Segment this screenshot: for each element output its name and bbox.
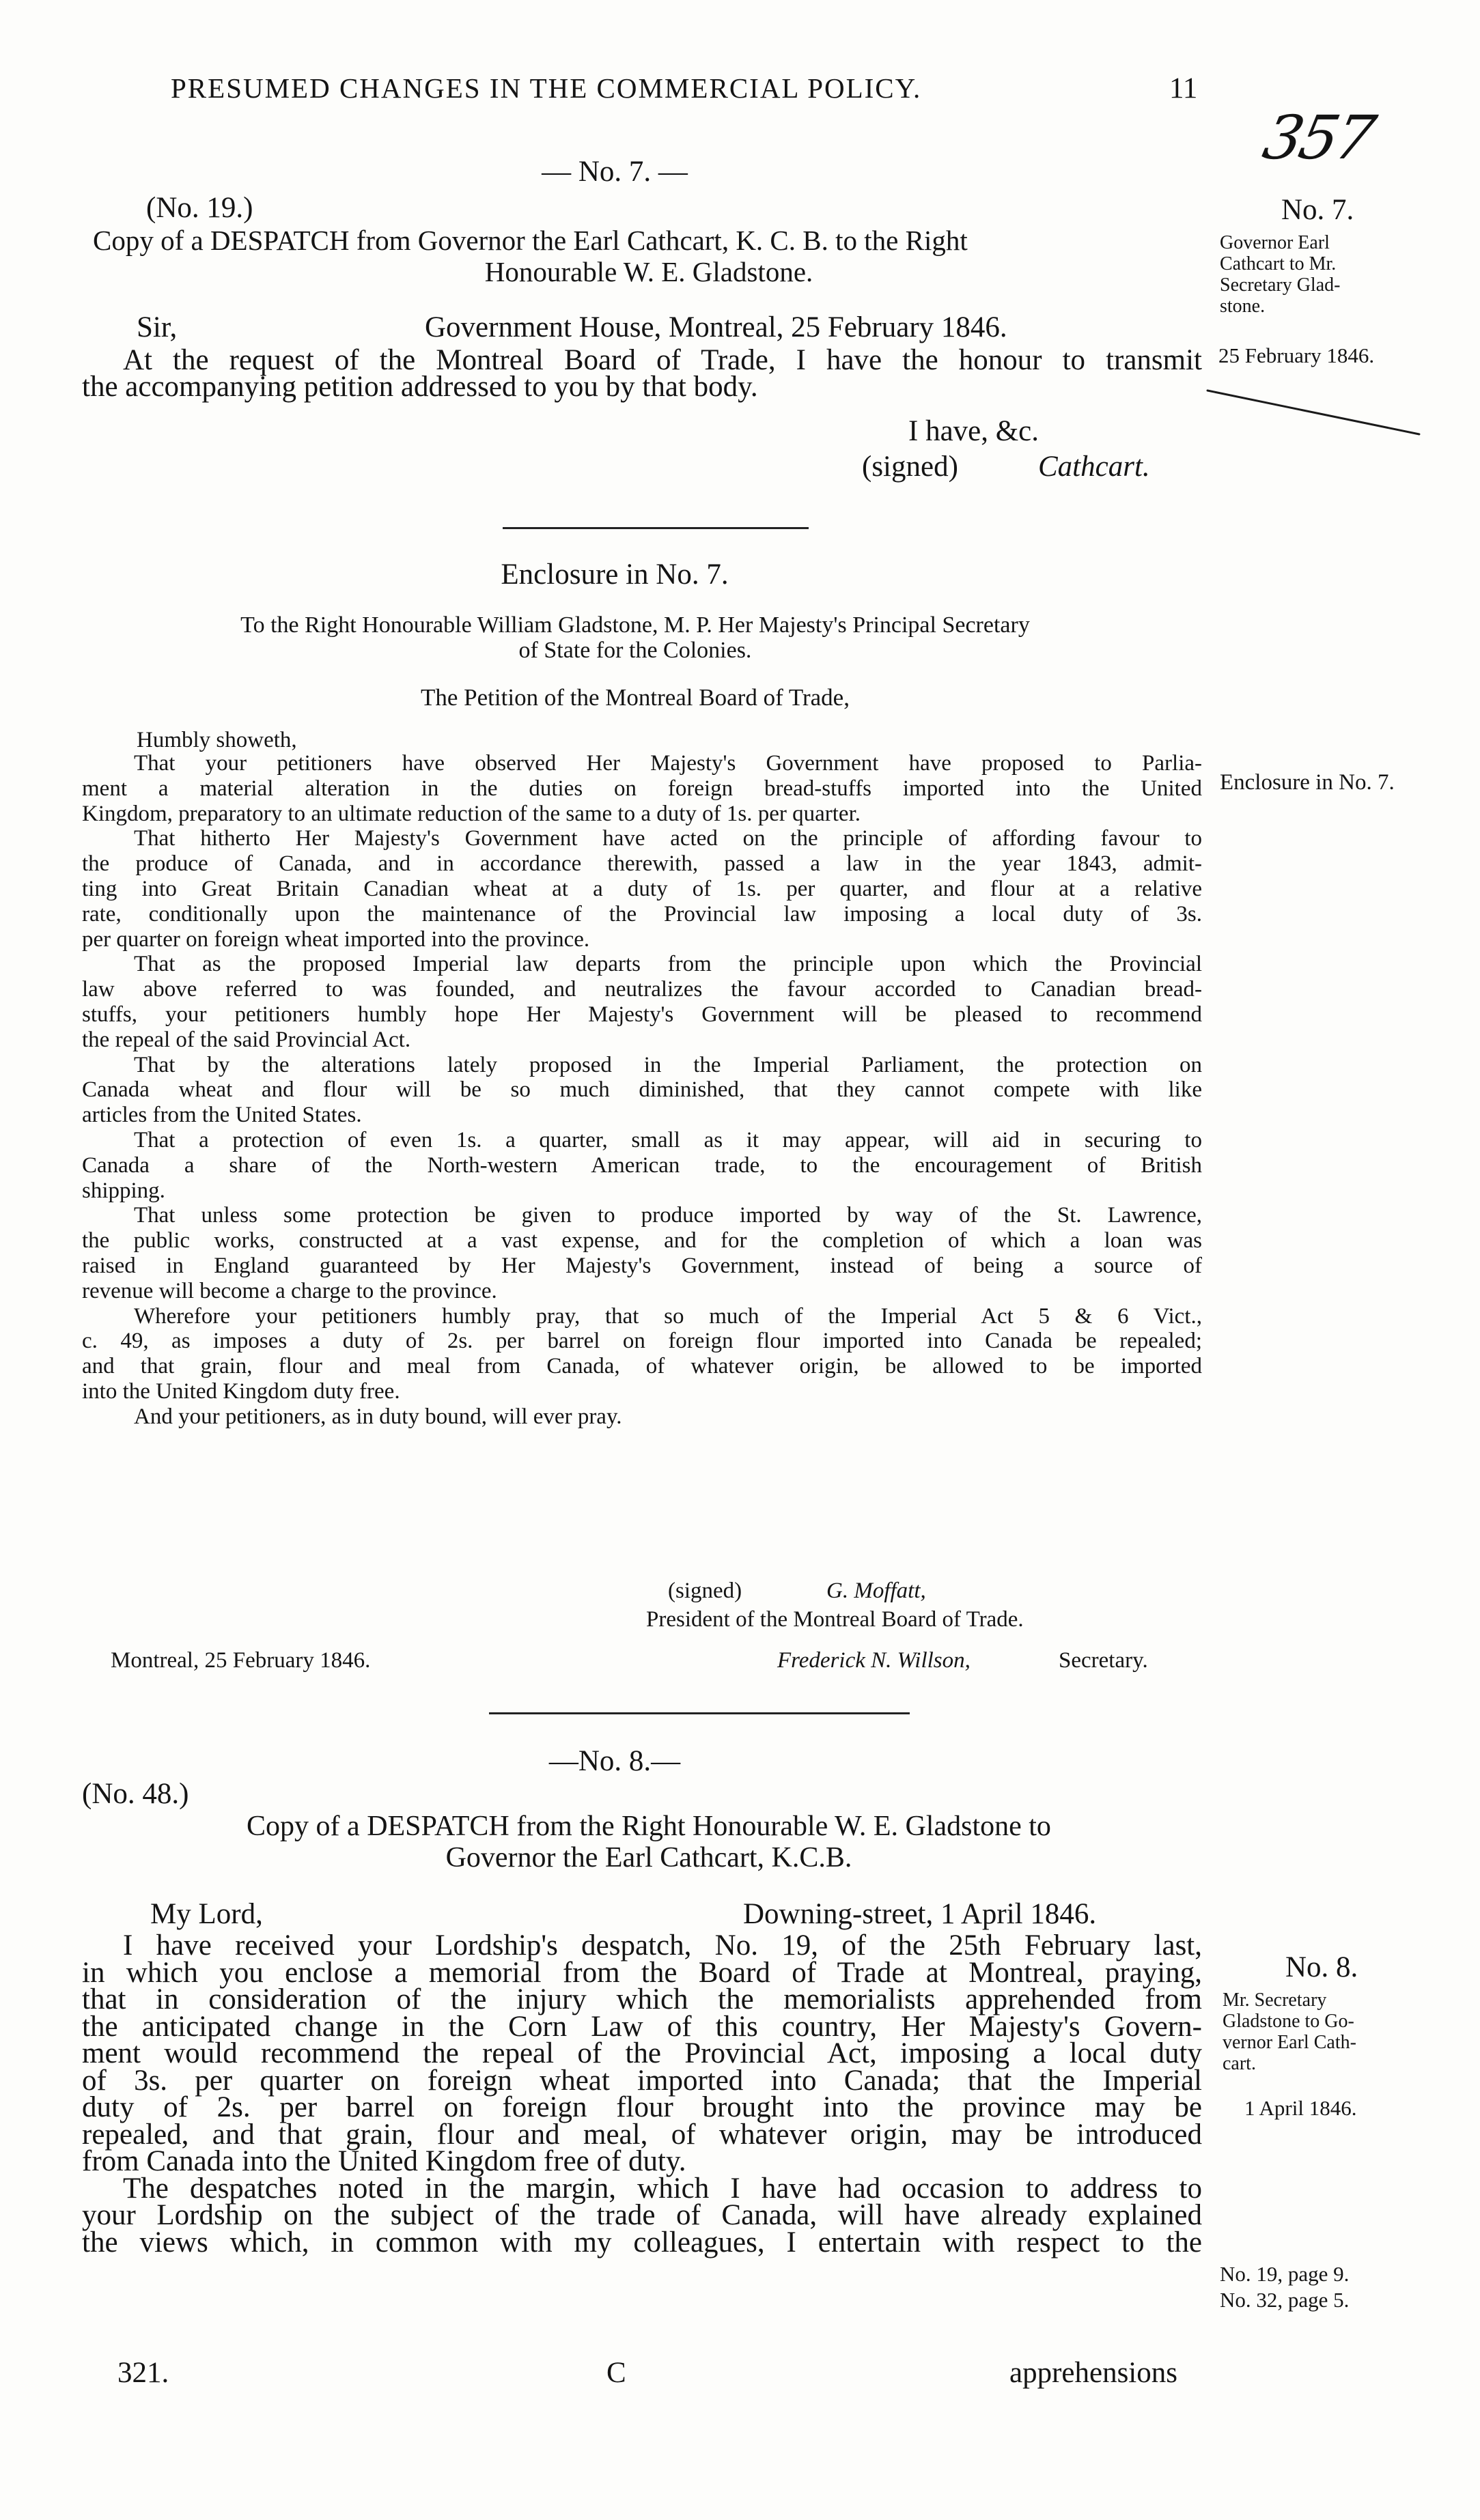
despatch7-address: Government House, Montreal, 25 February 1846. — [425, 311, 1007, 343]
despatch7-title-line2: Honourable W. E. Gladstone. — [484, 256, 813, 287]
despatch8-margin-line2: Gladstone to Go- — [1223, 2011, 1354, 2032]
enclosure-address-line1: To the Right Honourable William Gladstone, M. P. Her Majesty's Principal Secretary — [240, 612, 1030, 638]
text-line: Canada a share of the North-western American trade, to the encouragement of British — [82, 1152, 1202, 1178]
petition-paragraph — [82, 1053, 1202, 1128]
despatch8-margin-line4: cart. — [1223, 2053, 1256, 2074]
despatch8-paragraph — [82, 1929, 1202, 2177]
despatch8-ref: (No. 48.) — [82, 1778, 189, 1810]
despatch7-body-line1: At the request of the Montreal Board of Trade, I have the honour to transmit — [123, 344, 1202, 376]
despatch8-title-line2: Governor the Earl Cathcart, K.C.B. — [445, 1842, 852, 1873]
enclosure-address — [102, 613, 1168, 664]
sheet-number: 321. — [117, 2357, 169, 2389]
text-line: in which you enclose a memorial from the Board of Trade at Montreal, praying, — [82, 1956, 1202, 1989]
text-line: c. 49, as imposes a duty of 2s. per barrel on foreign flour imported into Canada be repealed; — [82, 1329, 1202, 1354]
text-line: the produce of Canada, and in accordance therewith, passed a law in the year 1843, admit- — [82, 851, 1202, 877]
text-line: the repeal of the said Provincial Act. — [82, 1027, 411, 1052]
despatch7-margin-line1: Governor Earl — [1220, 232, 1330, 253]
section-rule-1 — [503, 527, 809, 529]
despatch8-salutation: My Lord, — [150, 1898, 263, 1930]
catchword: apprehensions — [1009, 2357, 1177, 2389]
text-line: revenue will become a charge to the province. — [82, 1278, 497, 1303]
enclosure-margin-note: Enclosure in No. 7. — [1220, 770, 1395, 795]
text-line: That unless some protection be given to produce imported by way of the St. Lawrence, — [134, 1203, 1202, 1228]
page-number: 11 — [1169, 72, 1198, 104]
text-line: that in consideration of the injury which the memorialists apprehended from — [82, 1983, 1202, 2015]
text-line: articles from the United States. — [82, 1103, 362, 1128]
petition-secretary-title: Secretary. — [1059, 1648, 1148, 1673]
despatch7-margin-line4: stone. — [1220, 296, 1266, 317]
despatch7-ref: (No. 19.) — [146, 192, 253, 224]
text-line: rate, conditionally upon the maintenance of the Provincial law imposing a local duty of 3s. — [82, 901, 1202, 926]
despatch7-heading: — No. 7. — — [542, 156, 688, 188]
despatch8-paragraph — [82, 2172, 1202, 2259]
text-line: ting into Great Britain Canadian wheat at a duty of 1s. per quarter, and flour at a relative — [82, 876, 1202, 901]
petition-humbly-showeth: Humbly showeth, — [137, 728, 297, 752]
petition-title: The Petition of the Montreal Board of Trade, — [421, 684, 850, 711]
text-line: ment would recommend the repeal of the Provincial Act, imposing a local duty — [82, 2037, 1202, 2069]
section-rule-2 — [489, 1712, 910, 1714]
despatch7-signature: Cathcart. — [1038, 451, 1150, 483]
enclosure-address-line2: of State for the Colonies. — [518, 637, 752, 663]
despatch8-heading: —No. 8.— — [548, 1745, 681, 1777]
text-line: the public works, constructed at a vast expense, and for the completion of which a loan was — [82, 1228, 1202, 1254]
petition-paragraph — [82, 1128, 1202, 1203]
text-line: your Lordship on the subject of the trade of Canada, will have already explained — [82, 2199, 1202, 2231]
petition-signer-title: President of the Montreal Board of Trade. — [646, 1607, 1024, 1632]
petition-paragraph — [82, 826, 1202, 952]
text-line: stuffs, your petitioners humbly hope Her Majesty's Government will be pleased to recommend — [82, 1002, 1202, 1027]
text-line: from Canada into the United Kingdom free of duty. — [82, 2145, 686, 2177]
despatch8-margin-line1: Mr. Secretary — [1223, 1990, 1327, 2011]
text-line: And your petitioners, as in duty bound, will ever pray. — [134, 1404, 622, 1429]
petition-paragraph — [82, 952, 1202, 1052]
text-line: That by the alterations lately proposed in the Imperial Parliament, the protection on — [134, 1052, 1202, 1077]
despatch8-margin-refs — [1220, 2261, 1349, 2313]
text-line: ment a material alteration in the duties on foreign bread-stuffs imported into the United — [82, 776, 1202, 801]
running-title: PRESUMED CHANGES IN THE COMMERCIAL POLICY. — [171, 72, 922, 104]
despatch7-body-line2: the accompanying petition addressed to you by that body. — [82, 371, 758, 404]
text-line: and that grain, flour and meal from Canada, of whatever origin, be allowed to be imported — [82, 1354, 1202, 1379]
text-line: of 3s. per quarter on foreign wheat imported into Canada; that the Imperial — [82, 2064, 1202, 2097]
pencil-mark — [1202, 382, 1427, 444]
text-line: the views which, in common with my colleagues, I entertain with respect to the — [82, 2226, 1202, 2259]
despatch7-body — [82, 344, 1202, 404]
petition-paragraph — [82, 1304, 1202, 1404]
text-line: That as the proposed Imperial law departs from the principle upon which the Provincial — [134, 952, 1202, 977]
despatch8-address: Downing-street, 1 April 1846. — [743, 1898, 1097, 1930]
petition-body — [82, 751, 1202, 1430]
petition-signed-label: (signed) — [668, 1578, 742, 1603]
text-line: Wherefore your petitioners humbly pray, that so much of the Imperial Act 5 & 6 Vict., — [134, 1303, 1202, 1329]
despatch7-margin-line2: Cathcart to Mr. — [1220, 253, 1337, 274]
despatch7-title-line1: Copy of a DESPATCH from Governor the Earl Cathcart, K. C. B. to the Right — [93, 225, 968, 256]
text-line: shipping. — [82, 1178, 165, 1203]
text-line: duty of 2s. per barrel on foreign flour brought into the province may be — [82, 2091, 1202, 2123]
text-line: Kingdom, preparatory to an ultimate reduction of the same to a duty of 1s. per quarter. — [82, 801, 861, 826]
text-line: I have received your Lordship's despatch, No. 19, of the 25th February last, — [123, 1929, 1202, 1962]
despatch7-margin-summary — [1220, 232, 1340, 317]
petition-place-date: Montreal, 25 February 1846. — [111, 1648, 371, 1673]
handwritten-folio: 357 — [1257, 102, 1379, 173]
petition-paragraph — [82, 1203, 1202, 1303]
petition-paragraph — [82, 751, 1202, 826]
text-line: That your petitioners have observed Her Majesty's Government have proposed to Parlia- — [134, 751, 1202, 776]
text-line: Canada wheat and flour will be so much diminished, that they cannot compete with like — [82, 1077, 1202, 1103]
text-line: That hitherto Her Majesty's Government have acted on the principle of affording favour to — [134, 826, 1202, 851]
petition-paragraph — [82, 1404, 1202, 1430]
despatch7-signed-label: (signed) — [862, 451, 958, 483]
text-line: raised in England guaranteed by Her Majesty's Government, instead of being a source of — [82, 1253, 1202, 1278]
text-line: the anticipated change in the Corn Law of this country, Her Majesty's Govern- — [82, 2010, 1202, 2043]
despatch8-margin-ref2: No. 32, page 5. — [1220, 2288, 1350, 2312]
despatch8-margin-line3: vernor Earl Cath- — [1223, 2032, 1356, 2053]
enclosure-heading: Enclosure in No. 7. — [501, 558, 729, 591]
despatch8-margin-number: No. 8. — [1285, 1951, 1358, 1983]
despatch7-closing: I have, &c. — [908, 415, 1039, 447]
text-line: law above referred to was founded, and neutralizes the favour accorded to Canadian bread- — [82, 977, 1202, 1002]
despatch7-salutation: Sir, — [137, 311, 178, 343]
text-line: per quarter on foreign wheat imported into the province. — [82, 926, 590, 952]
despatch8-margin-ref1: No. 19, page 9. — [1220, 2262, 1350, 2286]
despatch7-margin-line3: Secretary Glad- — [1220, 274, 1341, 296]
text-line: repealed, and that grain, flour and meal, of whatever origin, may be introduced — [82, 2118, 1202, 2151]
despatch7-margin-number: No. 7. — [1281, 194, 1354, 226]
signature-mark: C — [606, 2357, 626, 2389]
text-line: The despatches noted in the margin, which I have had occasion to address to — [123, 2172, 1202, 2205]
despatch7-margin-date: 25 February 1846. — [1218, 343, 1375, 367]
despatch8-title-line1: Copy of a DESPATCH from the Right Honourable W. E. Gladstone to — [247, 1811, 1051, 1842]
text-line: into the United Kingdom duty free. — [82, 1378, 400, 1404]
despatch8-body — [82, 1929, 1202, 2259]
despatch8-margin-summary — [1223, 1990, 1356, 2074]
despatch8-margin-date: 1 April 1846. — [1244, 2096, 1357, 2120]
petition-secretary-name: Frederick N. Willson, — [777, 1648, 971, 1673]
text-line: That a protection of even 1s. a quarter, small as it may appear, will aid in securing to — [134, 1127, 1202, 1152]
petition-signer: G. Moffatt, — [826, 1578, 926, 1603]
